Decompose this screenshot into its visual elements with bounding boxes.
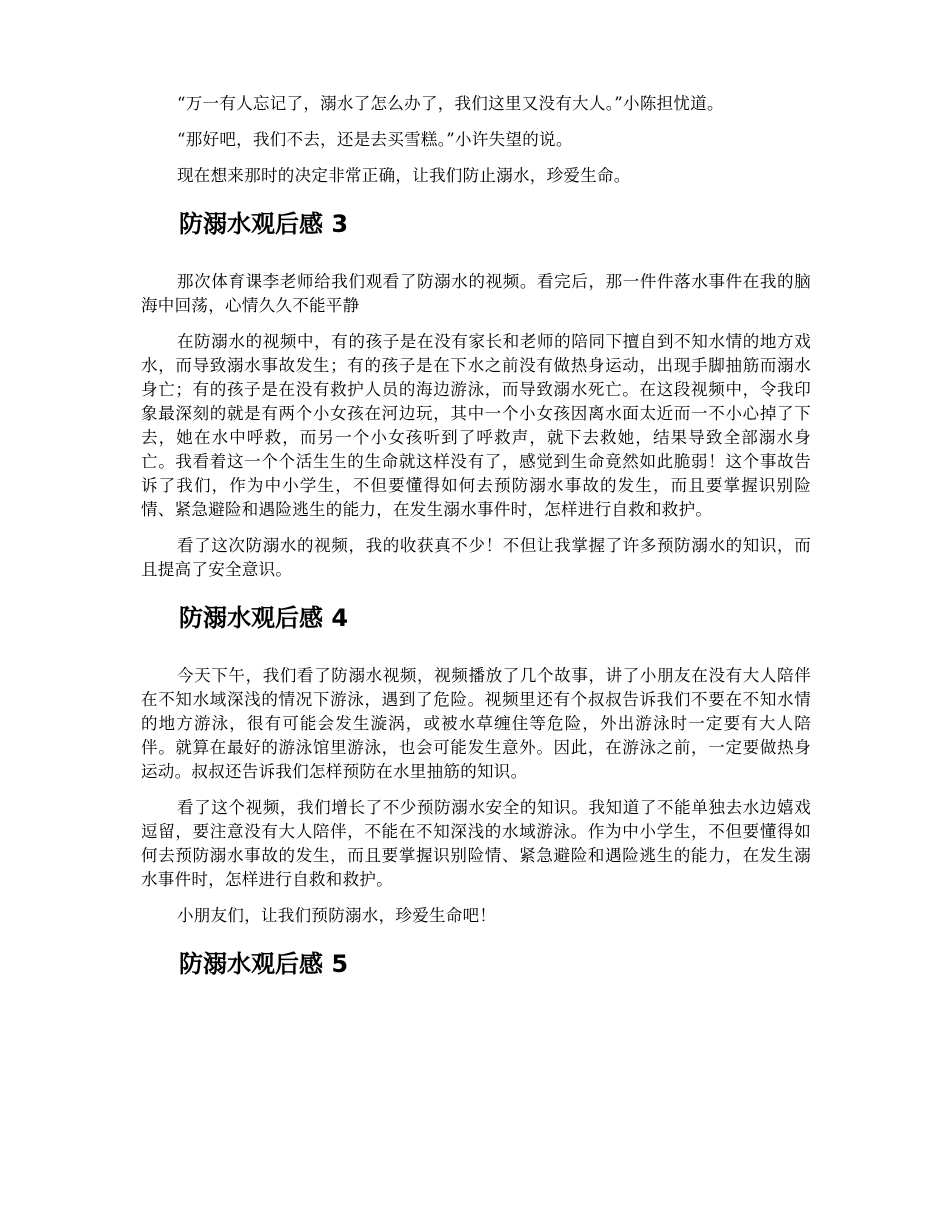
intro-paragraph-1: “万一有人忘记了，溺水了怎么办了，我们这里又没有大人。”小陈担忧道。 <box>177 94 724 113</box>
section-3-paragraph-1: 那次体育课李老师给我们观看了防溺水的视频。看完后，那一件件落水事件在我的脑海中回荡，心情久久不能平静 <box>141 272 811 315</box>
document-page <box>141 92 811 980</box>
section-4-paragraph-1: 今天下午，我们看了防溺水视频，视频播放了几个故事，讲了小朋友在没有大人陪伴在不知水域深浅的情况下游泳，遇到了危险。视频里还有个叔叔告诉我们不要在不知水情的地方游泳，很有可能会发生漩涡，或被水草缠住等危险，外出游泳时一定要有大人陪伴。就算在最好的游泳馆里游泳，也会可能发生意外。因此，在游泳之前，一定要做热身运动。叔叔还告诉我们怎样预防在水里抽筋的知识。 <box>141 666 811 781</box>
section-title-4: 防溺水观后感 4 <box>179 604 349 632</box>
section-title-3: 防溺水观后感 3 <box>179 210 349 238</box>
section-4-paragraph-2: 看了这个视频，我们增长了不少预防溺水安全的知识。我知道了不能单独去水边嬉戏逗留，要注意没有大人陪伴，不能在不知深浅的水域游泳。作为中小学生，不但要懂得如何去预防溺水事故的发生，而且要掌握识别险情、紧急避险和遇险逃生的能力，在发生溺水事件时，怎样进行自救和救护。 <box>141 798 811 889</box>
section-4-paragraph-3: 小朋友们，让我们预防溺水，珍爱生命吧！ <box>177 906 497 925</box>
section-3-paragraph-3: 看了这次防溺水的视频，我的收获真不少！不但让我掌握了许多预防溺水的知识，而且提高了安全意识。 <box>141 536 811 579</box>
section-title-5: 防溺水观后感 5 <box>179 950 349 978</box>
intro-paragraph-2: “那好吧，我们不去，还是去买雪糕。”小许失望的说。 <box>177 130 573 149</box>
intro-paragraph-3: 现在想来那时的决定非常正确，让我们防止溺水，珍爱生命。 <box>177 166 631 185</box>
section-3-paragraph-2: 在防溺水的视频中，有的孩子是在没有家长和老师的陪同下擅自到不知水情的地方戏水，而导致溺水事故发生；有的孩子是在下水之前没有做热身运动，出现手脚抽筋而溺水身亡；有的孩子是在没有救护人员的海边游泳，而导致溺水死亡。在这段视频中，令我印象最深刻的就是有两个小女孩在河边玩，其中一个小女孩因离水面太近而一不小心掉了下去，她在水中呼救，而另一个小女孩听到了呼救声，就下去救她，结果导致全部溺水身亡。我看着这一个个活生生的生命就这样没有了，感觉到生命竟然如此脆弱！这个事故告诉了我们，作为中小学生，不但要懂得如何去预防溺水事故的发生，而且要掌握识别险情、紧急避险和遇险逃生的能力，在发生溺水事件时，怎样进行自救和救护。 <box>141 332 811 519</box>
